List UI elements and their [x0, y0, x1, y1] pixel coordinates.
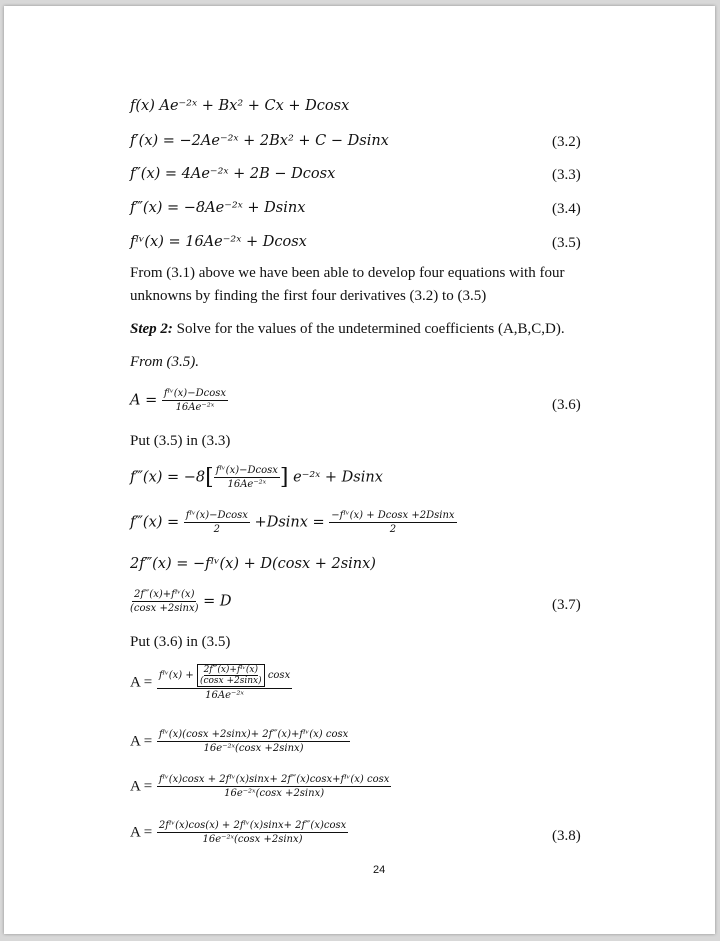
- paragraph-line-2: unknowns by finding the first four derivatives (3.2) to (3.5): [130, 288, 487, 304]
- equation-3-4: f‴(x) = −8Ae⁻²ˣ + Dsinx: [130, 200, 306, 216]
- equation-3-7-fraction: [130, 589, 199, 614]
- equation-3-8: [130, 820, 348, 845]
- fraction-numerator: [157, 664, 292, 689]
- inner-numerator: 2f‴(x)+fᴵᵛ(x): [203, 665, 258, 675]
- step-2-heading: [130, 321, 565, 338]
- step-2-label: Step 2:: [130, 321, 173, 337]
- equation-substitution-b: [130, 510, 457, 535]
- right-bracket: ]: [279, 465, 289, 490]
- equation-f: f(x) Ae⁻²ˣ + Bx² + Cx + Dcosx: [130, 98, 350, 114]
- fraction-denominator: 2: [213, 524, 221, 535]
- equation-substitution-f: [130, 774, 391, 799]
- fraction-denominator: (cosx +2sinx): [130, 603, 199, 614]
- fraction-denominator: 16Ae⁻²ˣ: [205, 690, 244, 701]
- fraction-denominator: 2: [389, 524, 397, 535]
- paragraph-line-1: From (3.1) above we have been able to develop four equations with four: [130, 265, 565, 281]
- document-page: [4, 6, 715, 934]
- equation-3-7-rhs: = D: [203, 593, 232, 610]
- step-2-text: Solve for the values of the undetermined coefficients (A,B,C,D).: [172, 321, 565, 337]
- numerator-right: cosx: [267, 670, 291, 681]
- fraction-denominator: 16e⁻²ˣ(cosx +2sinx): [224, 788, 325, 799]
- equation-substitution-e: [130, 729, 350, 754]
- equation-b-fraction-2: [329, 510, 456, 535]
- equation-d-fraction: [157, 664, 292, 701]
- page-number: 24: [373, 864, 386, 876]
- left-bracket: [: [205, 465, 214, 490]
- inner-fraction: [197, 664, 265, 687]
- equation-substitution-d: [130, 664, 292, 701]
- equation-f2-fraction: [157, 774, 392, 799]
- equation-3-2: f′(x) = −2Ae⁻²ˣ + 2Bx² + C − Dsinx: [130, 133, 389, 149]
- fraction-numerator: fᴵᵛ(x)(cosx +2sinx)+ 2f‴(x)+fᴵᵛ(x) cosx: [158, 729, 349, 740]
- fraction-numerator: fᴵᵛ(x)−Dcosx: [185, 510, 248, 521]
- fraction-numerator: 2f‴(x)+fᴵᵛ(x): [134, 589, 195, 600]
- fraction-numerator: −fᴵᵛ(x) + Dcosx +2Dsinx: [331, 510, 455, 521]
- equation-a-lhs: f‴(x) = −8: [130, 469, 206, 486]
- equation-a-fraction: [214, 465, 280, 490]
- equation-number-3-3: (3.3): [552, 167, 581, 183]
- put-3-6-in-3-5-label: Put (3.6) in (3.5): [130, 634, 231, 650]
- equation-number-3-6: (3.6): [552, 397, 581, 413]
- equation-number-3-5: (3.5): [552, 235, 581, 251]
- equation-3-8-lhs: A =: [130, 824, 153, 841]
- inner-denominator: (cosx +2sinx): [199, 676, 262, 686]
- fraction-denominator: 16Ae⁻²ˣ: [175, 402, 215, 413]
- equation-3-7: [130, 589, 232, 614]
- equation-3-6-lhs: A =: [130, 392, 158, 409]
- from-3-5-label: From (3.5).: [130, 354, 200, 370]
- equation-substitution-c: 2f‴(x) = −fᴵᵛ(x) + D(cosx + 2sinx): [130, 556, 376, 572]
- equation-number-3-4: (3.4): [552, 201, 581, 217]
- equation-d-lhs: A =: [130, 674, 153, 691]
- equation-a-rhs: e⁻²ˣ + Dsinx: [288, 469, 383, 486]
- fraction-denominator: 16e⁻²ˣ(cosx +2sinx): [203, 743, 304, 754]
- fraction-denominator: 16Ae⁻²ˣ: [227, 479, 267, 490]
- fraction-numerator: fᴵᵛ(x)−Dcosx: [163, 388, 226, 399]
- equation-3-6: [130, 388, 228, 413]
- equation-3-8-fraction: [157, 820, 348, 845]
- fraction-numerator: 2fᴵᵛ(x)cos(x) + 2fᴵᵛ(x)sinx+ 2f‴(x)cosx: [158, 820, 347, 831]
- equation-number-3-7: (3.7): [552, 597, 581, 613]
- put-3-5-in-3-3-label: Put (3.5) in (3.3): [130, 433, 231, 449]
- equation-number-3-8: (3.8): [552, 828, 581, 844]
- equation-b-fraction-1: [184, 510, 250, 535]
- equation-3-3: f″(x) = 4Ae⁻²ˣ + 2B − Dcosx: [130, 166, 336, 182]
- equation-b-middle: +Dsinx =: [254, 514, 325, 531]
- equation-3-5: fᴵᵛ(x) = 16Ae⁻²ˣ + Dcosx: [130, 234, 307, 250]
- equation-number-3-2: (3.2): [552, 134, 581, 150]
- equation-substitution-a: [130, 465, 383, 490]
- equation-e-lhs: A =: [130, 733, 153, 750]
- fraction-denominator: 16e⁻²ˣ(cosx +2sinx): [202, 834, 303, 845]
- numerator-left: fᴵᵛ(x) +: [158, 670, 194, 681]
- equation-b-lhs: f‴(x) =: [130, 514, 180, 531]
- fraction-numerator: fᴵᵛ(x)cosx + 2fᴵᵛ(x)sinx+ 2f‴(x)cosx+fᴵᵛ(x) cosx: [158, 774, 390, 785]
- fraction-numerator: fᴵᵛ(x)−Dcosx: [215, 465, 278, 476]
- equation-e-fraction: [157, 729, 350, 754]
- equation-f2-lhs: A =: [130, 778, 153, 795]
- equation-3-6-fraction: [162, 388, 228, 413]
